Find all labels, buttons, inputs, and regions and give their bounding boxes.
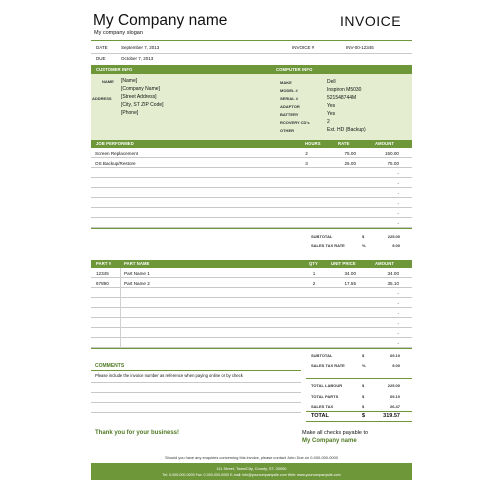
parts-tax-unit: % — [362, 363, 366, 368]
col-rate: RATE — [338, 141, 350, 147]
job-cell-job: OS Backup/Restore — [95, 160, 136, 166]
company-slogan: My company slogan — [94, 30, 143, 36]
col-qty: QTY — [309, 261, 318, 267]
computer-info-label: COMPUTER INFO — [276, 66, 313, 72]
job-row — [91, 148, 412, 158]
job-cell-amount: - — [397, 200, 399, 206]
computer-field-label: ADAPTOR — [280, 103, 300, 109]
jobs-subtotal-currency: $ — [362, 234, 365, 239]
comments-line-3 — [91, 402, 301, 403]
customer-info-label: CUSTOMER INFO — [96, 66, 133, 72]
computer-field-label: MAKE — [280, 79, 292, 85]
grand-total-bottom-rule — [306, 421, 412, 422]
customer-street: [Street Address] — [121, 94, 157, 100]
job-row — [91, 218, 412, 228]
jobs-table-header — [91, 140, 412, 148]
part-cell-amount: - — [397, 300, 399, 306]
part-cell-amount: - — [397, 340, 399, 346]
col-parts-amount: AMOUNT — [375, 261, 394, 267]
computer-field-value: Dell — [327, 79, 336, 85]
part-cell-amount: - — [397, 330, 399, 336]
invoice-number-label: INVOICE # — [292, 45, 315, 50]
grand-total-currency: $ — [362, 413, 366, 419]
job-cell-amount: - — [397, 220, 399, 226]
part-cell-amount: - — [397, 310, 399, 316]
jobs-subtotal-value: 225.00 — [387, 234, 400, 239]
computer-field-value: Yes — [327, 103, 336, 109]
comments-line-4 — [91, 412, 301, 413]
invoice-number-value: INV-00-12345 — [346, 45, 374, 50]
computer-field-value: Inspiron M5030 — [327, 87, 362, 93]
total-labour-value: 225.00 — [387, 383, 400, 388]
parts-subtotal-value: 69.10 — [389, 353, 400, 358]
jobs-tax-unit: % — [362, 243, 366, 248]
part-row — [91, 268, 412, 278]
part-cell-amount: 35.10 — [387, 280, 399, 286]
part-cell-price: 34.00 — [344, 270, 356, 276]
part-cell-name: Part Name 1 — [124, 270, 150, 276]
job-cell-amount: - — [397, 170, 399, 176]
jobs-tax-label: SALES TAX RATE — [311, 243, 345, 248]
totals-top-rule — [306, 378, 412, 379]
computer-field-label: OTHER — [280, 127, 294, 133]
total-labour-label: TOTAL LABOUR — [311, 383, 343, 388]
grand-total-rule — [306, 411, 412, 412]
due-label: DUE — [96, 56, 106, 61]
part-row — [91, 308, 412, 318]
part-cell-qty: 1 — [312, 270, 316, 276]
jobs-tax-value: 9.00 — [392, 243, 400, 248]
job-cell-amount: 150.00 — [384, 150, 399, 156]
invoice-title: INVOICE — [340, 13, 402, 29]
comments-rule — [91, 370, 301, 371]
computer-field-value: 521548744M — [327, 95, 357, 101]
computer-field-value: 2 — [327, 119, 330, 125]
computer-field-label: MODEL # — [280, 87, 298, 93]
part-row — [91, 278, 412, 288]
job-row — [91, 188, 412, 198]
parts-table-header — [91, 260, 412, 268]
col-amount: AMOUNT — [375, 141, 394, 147]
part-row — [91, 338, 412, 348]
job-row — [91, 198, 412, 208]
job-cell-amount: - — [397, 190, 399, 196]
job-cell-amount: 75.00 — [387, 160, 399, 166]
part-row — [91, 298, 412, 308]
sales-tax-label: SALES TAX — [311, 404, 334, 409]
meta-rule-1 — [91, 53, 412, 54]
part-cell-amount: - — [397, 320, 399, 326]
computer-field-label: BATTERY — [280, 111, 299, 117]
computer-field-label: RCOVERY CD's — [280, 119, 310, 125]
grand-total-value: 319.57 — [383, 413, 400, 419]
job-cell-hours: 3 — [305, 160, 308, 166]
job-cell-amount: - — [397, 180, 399, 186]
col-part-number: PART # — [96, 261, 112, 267]
info-section-header — [91, 65, 412, 74]
part-cell-price: 17.55 — [344, 280, 356, 286]
footer-contact: Tel: 0-000-000-0000 Fax: 0-000-000-0000 E-mail: info@yourcompanysite.com Web: www.yourcompanysite.com — [162, 473, 341, 477]
total-labour-currency: $ — [362, 383, 365, 388]
part-row — [91, 288, 412, 298]
comments-line-1 — [91, 382, 301, 383]
computer-field-value: Ext. HD (Backup) — [327, 127, 366, 133]
customer-city: [City, ST ZIP Code] — [121, 102, 164, 108]
footer-address: 111 Street, Town/City, County, ST, 00000 — [216, 466, 287, 471]
part-cell-amount: - — [397, 290, 399, 296]
sales-tax-currency: $ — [362, 404, 365, 409]
company-name: My Company name — [93, 12, 228, 29]
job-cell-rate: 25.00 — [344, 160, 356, 166]
header-rule — [91, 40, 412, 41]
part-cell-part: 67890 — [96, 280, 109, 286]
total-parts-label: TOTAL PARTS — [311, 394, 339, 399]
job-row — [91, 158, 412, 168]
part-cell-qty: 2 — [312, 280, 316, 286]
part-row — [91, 328, 412, 338]
customer-company: [Company Name] — [121, 86, 160, 92]
job-row — [91, 168, 412, 178]
grand-total-label: TOTAL — [311, 413, 329, 419]
col-job-performed: JOB PERFORMED — [96, 141, 134, 147]
part-cell-name: Part Name 2 — [124, 280, 150, 286]
job-cell-job: Screen Replacement — [95, 150, 138, 156]
part-cell-part: 12345 — [96, 270, 109, 276]
date-value: September 7, 2013 — [121, 45, 160, 50]
parts-tax-value: 9.00 — [392, 363, 400, 368]
parts-col-divider — [120, 268, 121, 348]
comments-label: COMMENTS — [95, 363, 125, 369]
job-cell-amount: - — [397, 210, 399, 216]
job-cell-rate: 75.00 — [344, 150, 356, 156]
thank-you-text: Thank you for your business! — [95, 430, 180, 436]
parts-subtotal-label: SUBTOTAL — [311, 353, 333, 358]
part-cell-amount: 34.00 — [387, 270, 399, 276]
jobs-table-bottom-rule — [91, 228, 412, 229]
comments-line-2 — [91, 392, 301, 393]
date-label: DATE — [96, 45, 108, 50]
customer-name: [Name] — [121, 78, 138, 84]
col-hours: HOURS — [305, 141, 321, 147]
parts-subtotal-currency: $ — [362, 353, 365, 358]
comments-text: Please include the invoice number as reference when paying online or by check — [95, 373, 243, 378]
customer-phone: [Phone] — [121, 110, 139, 116]
job-row — [91, 208, 412, 218]
total-parts-value: 69.10 — [389, 394, 400, 399]
computer-field-value: Yes — [327, 111, 336, 117]
jobs-subtotal-label: SUBTOTAL — [311, 234, 333, 239]
col-unit-price: UNIT PRICE — [331, 261, 356, 267]
col-part-name: PART NAME — [124, 261, 150, 267]
parts-tax-label: SALES TAX RATE — [311, 363, 345, 368]
parts-table-bottom-rule — [91, 348, 412, 349]
checks-company-name: My Company name — [302, 438, 357, 444]
enquiries-note: Should you have any enquiries concerning this invoice, please contact John Doe on 0-000-000-0000 — [165, 455, 338, 460]
checks-payable-text: Make all checks payable to — [302, 430, 369, 436]
total-parts-currency: $ — [362, 394, 365, 399]
customer-address-label: ADDRESS — [92, 96, 112, 101]
job-row — [91, 178, 412, 188]
job-cell-hours: 2 — [305, 150, 308, 156]
due-value: October 7, 2013 — [121, 56, 154, 61]
customer-name-label: NAME — [102, 79, 114, 84]
sales-tax-value: 26.47 — [389, 404, 400, 409]
part-row — [91, 318, 412, 328]
computer-field-label: SERIAL # — [280, 95, 298, 101]
